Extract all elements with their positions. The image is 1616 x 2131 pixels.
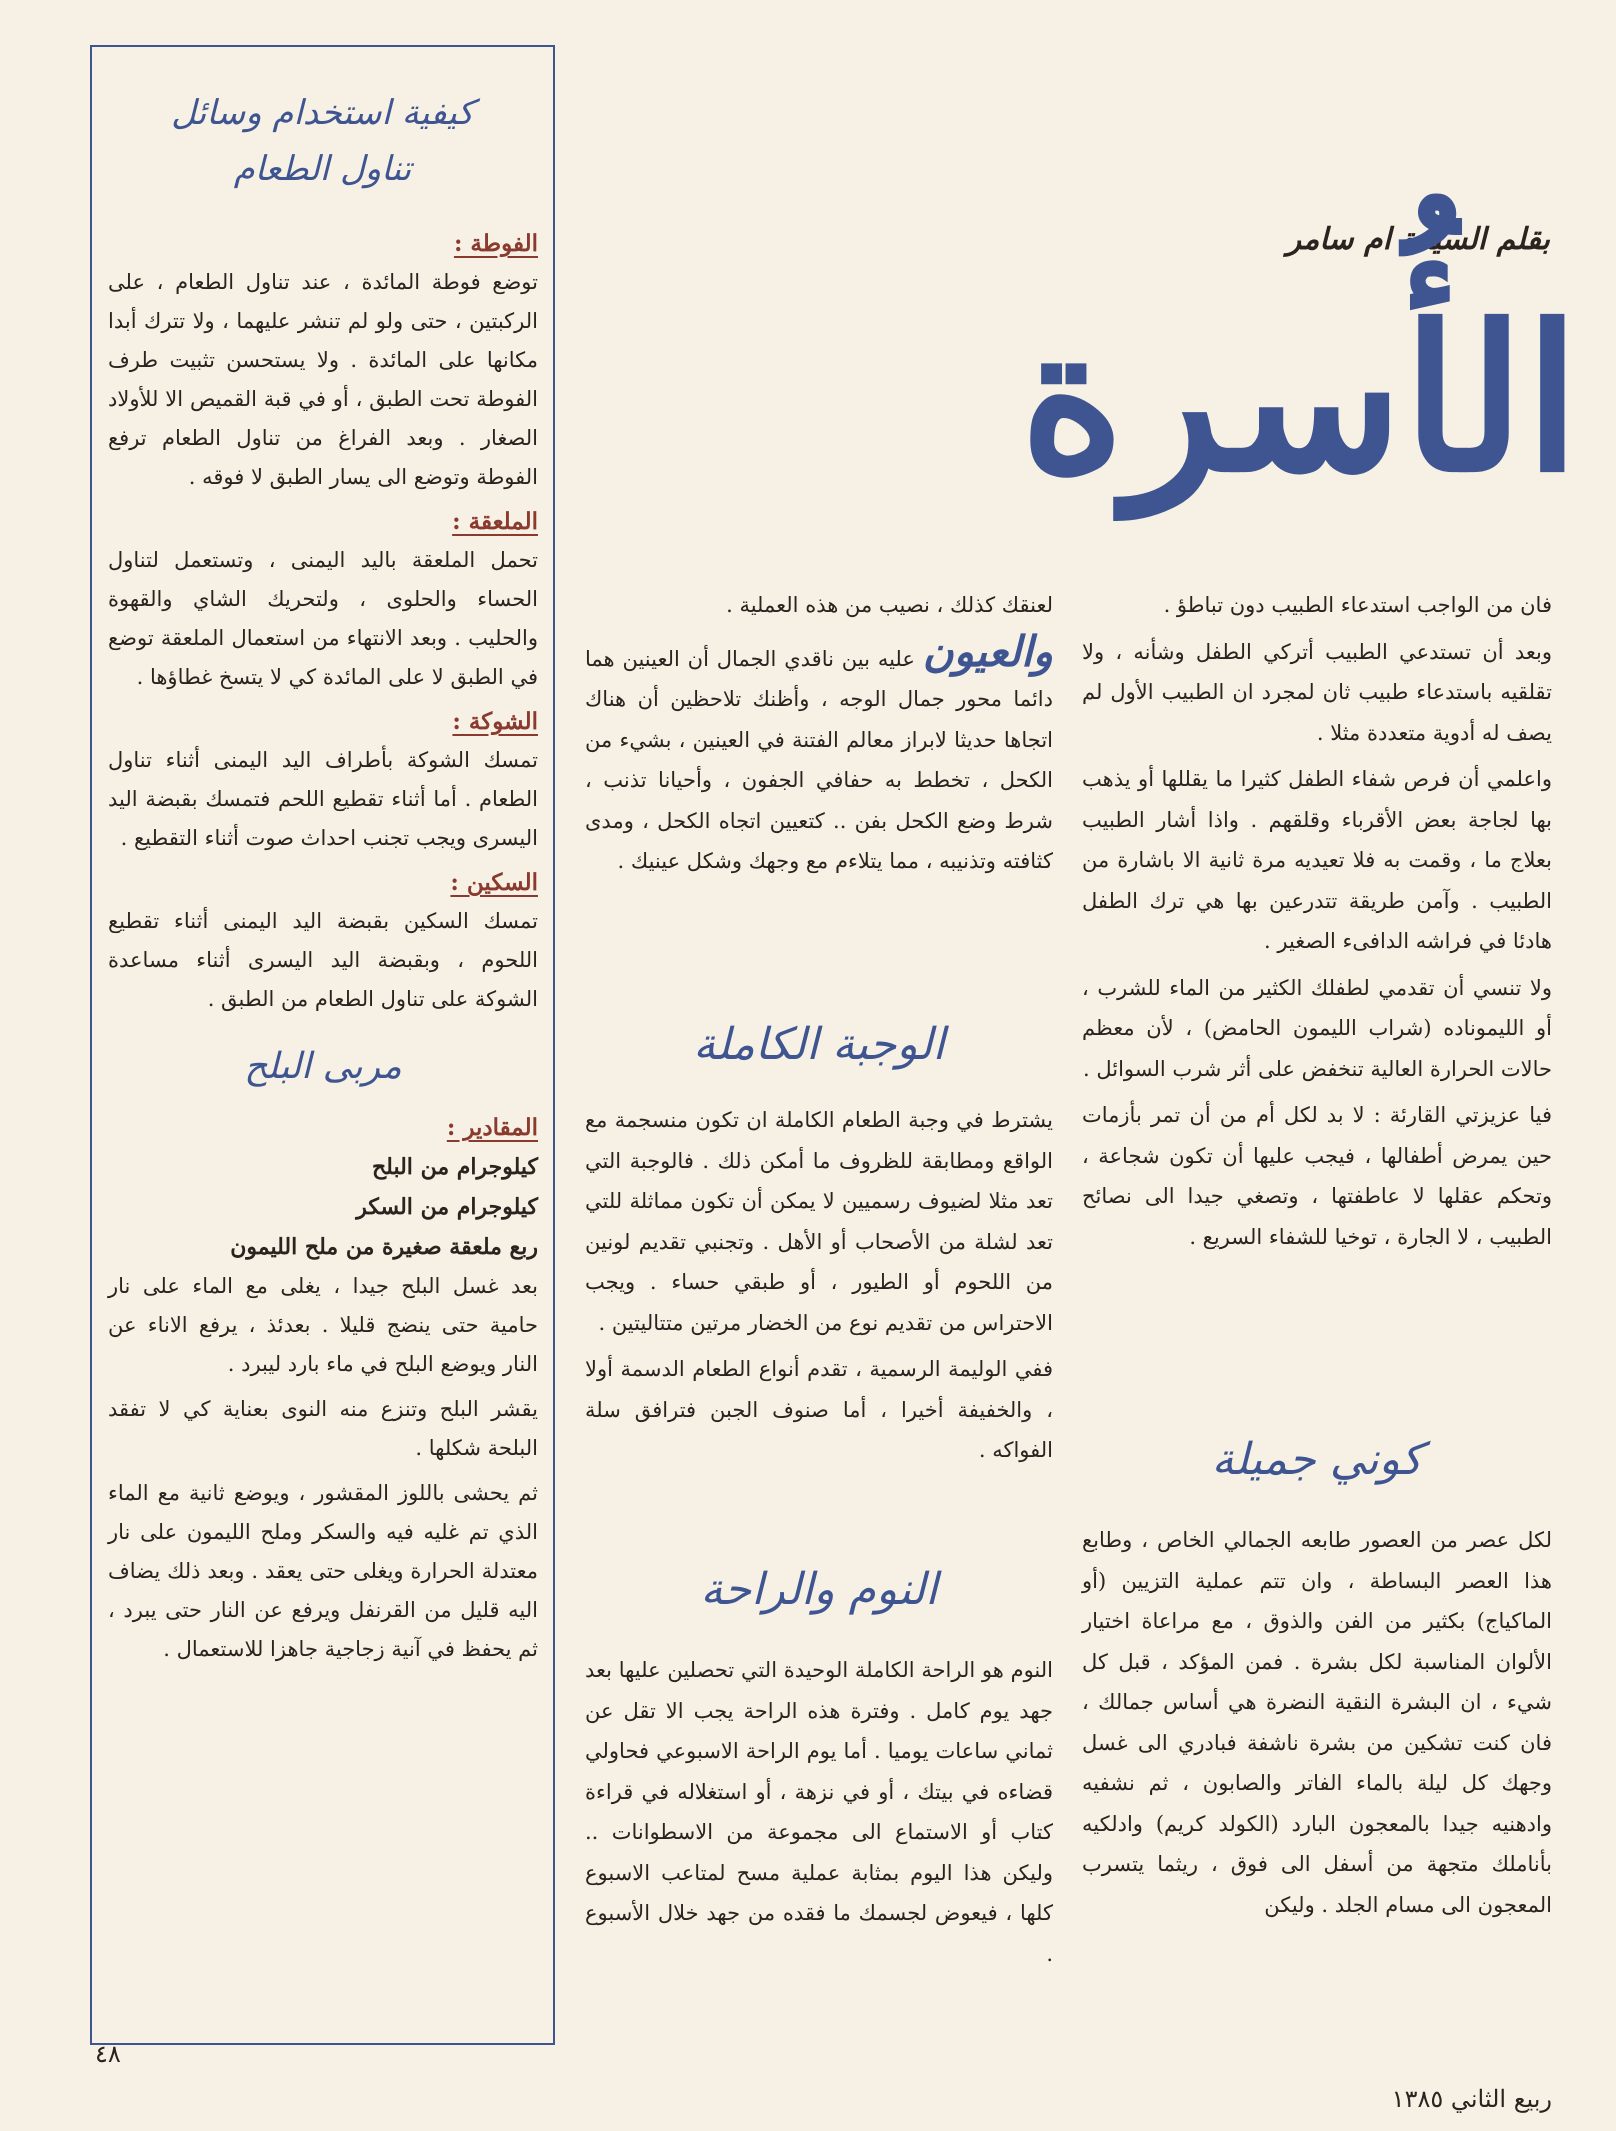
box-title-line1: كيفية استخدام وسائل [171, 93, 474, 133]
magazine-section-title: الأُسرة [1019, 282, 1580, 517]
item-text-fork: تمسك الشوكة بأطراف اليد اليمنى أثناء تناول الطعام . أما أثناء تقطيع اللحم فتمسك بقبضة اليد اليسرى ويجب تجنب احداث صوت أثناء التقطيع . [108, 748, 538, 850]
recipe-step: ثم يحشى باللوز المقشور ، ويوضع ثانية مع الماء الذي تم غليه فيه والسكر وملح الليمون على نار معتدلة الحرارة ويغلى حتى يعقد . وبعد ذلك يضاف اليه قليل من القرنفل ويرفع عن النار حتى يبرد ، ثم يحفظ في آنية زجاجية جاهزا للاستعمال . [108, 1481, 538, 1661]
item-heading-fork: الشوكة : [452, 708, 538, 735]
issue-date: ربيع الثاني ١٣٨٥ [1391, 2085, 1552, 2113]
section-heading-eyes: والعيون [922, 626, 1053, 676]
ingredient-item: ربع ملعقة صغيرة من ملح الليمون [230, 1234, 538, 1260]
item-heading-napkin: الفوطة : [453, 230, 538, 257]
middle-column-meal [585, 1100, 1053, 1477]
item-text-knife: تمسك السكين بقبضة اليد اليمنى أثناء تقطيع اللحوم ، وبقبضة اليد اليسرى أثناء مساعدة الشوكة على تناول الطعام من الطبق . [108, 909, 538, 1011]
paragraph: ولا تنسي أن تقدمي لطفلك الكثير من الماء للشرب ، أو الليموناده (شراب الليمون الحامض) ، لأن معظم حالات الحرارة العالية تنخفض على أثر شرب السوائل . [1082, 975, 1552, 1081]
box-items [108, 225, 538, 1675]
section-heading-sleep: النوم والراحة [700, 1564, 938, 1615]
paragraph: فيا عزيزتي القارئة : لا بد لكل أم من أن تمر بأزمات حين يمرض أطفالها ، فيجب عليها أن تكون شجاعة ، وتحكم عقلها لا عاطفتها ، وتصغي جيدا الى نصائح الطبيب ، لا الجارة ، توخيا للشفاء السريع . [1082, 1103, 1552, 1249]
ingredients-heading: المقادير : [446, 1114, 538, 1141]
eyes-text: عليه بين ناقدي الجمال أن العينين هما دائما محور جمال الوجه ، وأظنك تلاحظين أن هناك اتجاها حديثا لابراز معالم الفتنة في العينين ، بشيء من الكحل ، تخطط به حفافي الجفون ، وأحيانا تذنب ، شرط وضع الكحل بفن .. كتعيين اتجاه الكحل ، ومدى كثافته وتذنيبه ، مما يتلاءم مع وجهك وشكل عينيك . [585, 646, 1053, 873]
right-column-beauty [1082, 1520, 1552, 1931]
paragraph: وبعد أن تستدعي الطبيب أتركي الطفل وشأنه ، ولا تقلقيه باستدعاء طبيب ثان لمجرد ان الطبيب الأول لم يصف له أدوية متعددة مثلا . [1082, 639, 1552, 745]
item-text-spoon: تحمل الملعقة باليد اليمنى ، وتستعمل لتناول الحساء والحلوى ، ولتحريك الشاي والقهوة والحليب . وبعد الانتهاء من استعمال الملعقة توضع في الطبق لا على المائدة كي لا يتسخ غطاؤها . [108, 548, 538, 689]
paragraph: النوم هو الراحة الكاملة الوحيدة التي تحصلين عليها بعد جهد يوم كامل . وفترة هذه الراحة يجب الا تقل عن ثماني ساعات يوميا . أما يوم الراحة الاسبوعي فحاولي قضاءه في بيتك ، أو في نزهة ، أو استغلاله في قراءة كتاب أو الاستماع الى مجموعة من الاسطوانات .. وليكن هذا اليوم بمثابة عملية مسح لمتاعب الاسبوع كلها ، فيعوض لجسمك ما فقده من جهد خلال الأسبوع . [585, 1658, 1053, 1966]
section-heading-beauty: كوني جميلة [1211, 1434, 1423, 1485]
paragraph: يشترط في وجبة الطعام الكاملة ان تكون منسجمة مع الواقع ومطابقة للظروف ما أمكن ذلك . فالوجبة التي تعد مثلا لضيوف رسميين لا يمكن أن تكون مماثلة للتي تعد لشلة من الأصحاب أو الأهل . وتجنبي تقديم لونين من اللحوم أو الطيور ، أو طبقي حساء . ويجب الاحتراس من تقديم نوع من الخضار مرتين متتاليتين . [585, 1108, 1053, 1335]
middle-column-eyes [585, 585, 1053, 888]
item-heading-spoon: الملعقة : [452, 508, 538, 535]
page-number: ٤٨ [95, 2040, 121, 2068]
recipe-step: بعد غسل البلح جيدا ، يغلى مع الماء على نار حامية حتى ينضج قليلا . بعدئذ ، يرفع الاناء عن النار ويوضع البلح في ماء بارد ليبرد . [108, 1274, 538, 1376]
right-column [1082, 585, 1552, 1263]
recipe-step: يقشر البلح وتنزع منه النوى بعناية كي لا تفقد البلحة شكلها . [108, 1397, 538, 1460]
section-heading-meal: الوجبة الكاملة [693, 1019, 945, 1070]
item-heading-knife: السكين : [450, 869, 538, 896]
box-title [100, 85, 545, 197]
paragraph: فان من الواجب استدعاء الطبيب دون تباطؤ . [1163, 593, 1552, 617]
paragraph [585, 626, 1053, 882]
middle-column-sleep [585, 1650, 1053, 1980]
byline: بقلم السيدة ام سامر [1286, 222, 1550, 257]
paragraph: واعلمي أن فرص شفاء الطفل كثيرا ما يقللها أو يذهب بها لجاجة بعض الأقرباء وقلقهم . واذا أشار الطبيب بعلاج ما ، وقمت به فلا تعيديه مرة ثانية الا باشارة من الطبيب . وآمن طريقة تتدرعين بها هي ترك الطفل هادئا في فراشه الدافىء الصغير . [1082, 767, 1553, 953]
box-title-line2: تناول الطعام [233, 149, 412, 189]
paragraph: ففي الوليمة الرسمية ، تقدم أنواع الطعام الدسمة أولا ، والخفيفة أخيرا ، أما صنوف الجبن فترافق سلة الفواكه . [585, 1357, 1053, 1462]
paragraph: لعنقك كذلك ، نصيب من هذه العملية . [726, 593, 1053, 617]
ingredient-item: كيلوجرام من البلح [371, 1154, 538, 1180]
paragraph: لكل عصر من العصور طابعه الجمالي الخاص ، وطابع هذا العصر البساطة ، وان تتم عملية التزيين (أو الماكياج) بكثير من الفن والذوق ، مع مراعاة اختيار الألوان المناسبة لكل بشرة . فمن المؤكد ، قبل كل شيء ، ان البشرة النقية النضرة هي أساس جمالك ، فان كنت تشكين من بشرة ناشفة فبادري الى غسل وجهك كل ليلة بالماء الفاتر والصابون ، ثم نشفيه وادهنيه جيدا بالمعجون البارد (الكولد كريم) وادلكيه بأناملك متجهة من أسفل الى فوق ، ريثما يتسرب المعجون الى مسام الجلد . وليكن [1082, 1528, 1552, 1917]
ingredient-item: كيلوجرام من السكر [356, 1194, 538, 1220]
item-text-napkin: توضع فوطة المائدة ، عند تناول الطعام ، على الركبتين ، حتى ولو لم تنشر عليهما ، ولا تترك أبدا مكانها على المائدة . ولا يستحسن تثبيت طرف الفوطة تحت الطبق ، أو في قبة القميص الا للأولاد الصغار . وبعد الفراغ من تناول الطعام ترفع الفوطة وتوضع الى يسار الطبق لا فوقه . [108, 270, 538, 489]
recipe-title: مربى البلح [244, 1046, 402, 1087]
